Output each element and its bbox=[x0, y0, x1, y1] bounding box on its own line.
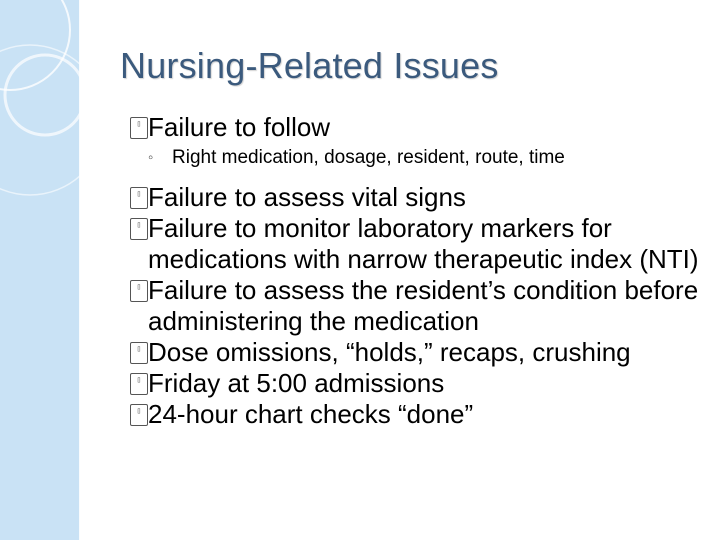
bullet-item bbox=[130, 399, 705, 430]
decorative-side-band bbox=[0, 0, 80, 540]
bullet-text: Friday at 5:00 admissions bbox=[148, 368, 445, 398]
bullet-text: Failure to assess the resident’s condition before administering the medication bbox=[148, 275, 699, 336]
bullet-item bbox=[130, 182, 705, 213]
bullet-item bbox=[130, 112, 705, 143]
missing-glyph-bullet-icon: ▯ bbox=[130, 404, 148, 426]
missing-glyph-bullet-icon: ▯ bbox=[130, 373, 148, 395]
slide-body bbox=[130, 112, 705, 430]
bullet-item bbox=[130, 213, 705, 275]
bullet-text: Dose omissions, “holds,” recaps, crushing bbox=[148, 337, 631, 367]
bullet-item bbox=[130, 368, 705, 399]
missing-glyph-bullet-icon: ▯ bbox=[130, 218, 148, 240]
sub-bullet-item bbox=[148, 147, 705, 168]
bullet-text: Failure to assess vital signs bbox=[148, 182, 466, 212]
slide-title: Nursing-Related Issues bbox=[120, 45, 499, 86]
sub-bullet-icon: ◦ bbox=[148, 149, 154, 166]
bullet-text: Failure to follow bbox=[148, 112, 331, 142]
bullet-text: Failure to monitor laboratory markers for medications with narrow therapeutic index (NTI) bbox=[148, 213, 699, 274]
missing-glyph-bullet-icon: ▯ bbox=[130, 342, 148, 364]
missing-glyph-bullet-icon: ▯ bbox=[130, 187, 148, 209]
missing-glyph-bullet-icon: ▯ bbox=[130, 117, 148, 139]
bullet-item bbox=[130, 337, 705, 368]
sub-bullet-text: Right medication, dosage, resident, route, time bbox=[172, 147, 565, 168]
bullet-text: 24-hour chart checks “done” bbox=[148, 399, 474, 429]
missing-glyph-bullet-icon: ▯ bbox=[130, 280, 148, 302]
decorative-rings bbox=[0, 0, 80, 540]
bullet-item bbox=[130, 275, 705, 337]
